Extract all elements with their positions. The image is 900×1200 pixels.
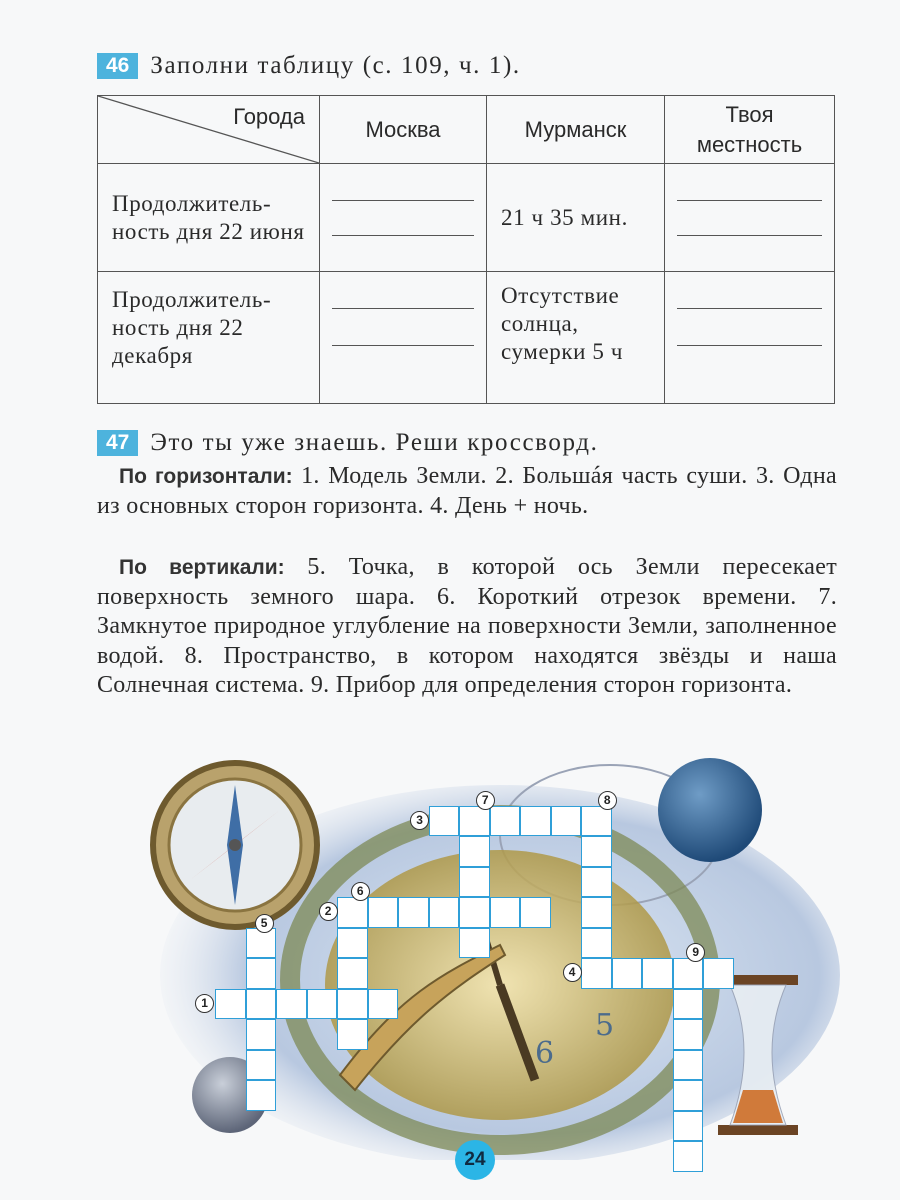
crossword-cell[interactable] xyxy=(520,897,551,928)
crossword-cell[interactable] xyxy=(581,867,612,898)
clue-number-7: 7 xyxy=(476,791,495,810)
crossword-cell[interactable] xyxy=(246,989,277,1020)
task-46-header xyxy=(97,52,521,80)
horizontal-clues-text: 1. Модель Земли. 2. Большáя часть суши. 3. Одна из основных сторон горизонта. 4. День + ночь. xyxy=(97,463,837,519)
answer-line[interactable] xyxy=(677,200,822,201)
task-number-badge: 46 xyxy=(97,53,138,79)
crossword-cell[interactable] xyxy=(581,897,612,928)
crossword-cell[interactable] xyxy=(459,867,490,898)
crossword-cell[interactable] xyxy=(459,928,490,959)
table-header-row xyxy=(98,96,835,164)
clue-number-5: 5 xyxy=(255,914,274,933)
crossword-cell[interactable] xyxy=(459,836,490,867)
crossword-cell[interactable] xyxy=(368,897,399,928)
crossword-cell[interactable] xyxy=(490,806,521,837)
local-december-cell[interactable] xyxy=(665,272,835,404)
crossword-cell[interactable] xyxy=(703,958,734,989)
local-june-cell[interactable] xyxy=(665,164,835,272)
answer-line[interactable] xyxy=(332,345,474,346)
clue-number-6: 6 xyxy=(351,882,370,901)
page-number: 24 xyxy=(455,1140,495,1180)
task-47-title: Это ты уже знаешь. Реши кроссворд. xyxy=(150,429,599,456)
clue-number-2: 2 xyxy=(319,902,338,921)
table-corner-cell xyxy=(98,96,320,164)
crossword-cell[interactable] xyxy=(276,989,307,1020)
crossword-cell[interactable] xyxy=(337,958,368,989)
crossword-cell[interactable] xyxy=(246,958,277,989)
crossword-cell[interactable] xyxy=(337,897,368,928)
vertical-clues xyxy=(97,553,837,701)
crossword-cell[interactable] xyxy=(368,989,399,1020)
column-murmansk: Мурманск xyxy=(487,96,665,164)
moscow-june-cell[interactable] xyxy=(320,164,487,272)
crossword-cell[interactable] xyxy=(673,989,704,1020)
crossword-cell[interactable] xyxy=(459,897,490,928)
crossword-cell[interactable] xyxy=(673,958,704,989)
task-number-badge: 47 xyxy=(97,430,138,456)
answer-line[interactable] xyxy=(332,235,474,236)
crossword-cell[interactable] xyxy=(673,1111,704,1142)
clock-numeral-5: 5 xyxy=(595,1008,615,1043)
answer-line[interactable] xyxy=(677,235,822,236)
crossword-cell[interactable] xyxy=(246,1080,277,1111)
clue-number-9: 9 xyxy=(686,943,705,962)
clue-number-4: 4 xyxy=(563,963,582,982)
crossword-cell[interactable] xyxy=(490,897,521,928)
clock-numeral-6: 6 xyxy=(535,1036,555,1071)
task-46-title: Заполни таблицу (с. 109, ч. 1). xyxy=(150,52,521,79)
answer-line[interactable] xyxy=(332,308,474,309)
answer-line[interactable] xyxy=(677,308,822,309)
crossword-cell[interactable] xyxy=(337,928,368,959)
vertical-clues-text: 5. Точка, в которой ось Земли пересекает поверхность земного шара. 6. Короткий отрезок времени. 7. Замкнутое природное углубление на поверхности Земли, заполненное водой. 8. Пространство, в котором находятся звёзды и наша Солнечная система. 9. Прибор для определения сторон горизонта. xyxy=(97,554,837,698)
horizontal-clues xyxy=(97,462,837,521)
clue-number-1: 1 xyxy=(195,994,214,1013)
crossword-cell[interactable] xyxy=(215,989,246,1020)
column-moscow: Москва xyxy=(320,96,487,164)
crossword-cell[interactable] xyxy=(398,897,429,928)
crossword-cell[interactable] xyxy=(337,989,368,1020)
crossword-cell[interactable] xyxy=(520,806,551,837)
clue-number-3: 3 xyxy=(410,811,429,830)
crossword-cell[interactable] xyxy=(673,1141,704,1172)
row-label-december: Продолжитель-ность дня 22 декабря xyxy=(98,272,320,404)
crossword-cell[interactable] xyxy=(673,1080,704,1111)
cities-label: Города xyxy=(233,104,305,129)
crossword-cell[interactable] xyxy=(612,958,643,989)
crossword-cell[interactable] xyxy=(429,806,460,837)
crossword-cell[interactable] xyxy=(673,1019,704,1050)
vertical-heading: По вертикали: xyxy=(119,556,285,579)
crossword-cell[interactable] xyxy=(429,897,460,928)
crossword-cell[interactable] xyxy=(307,989,338,1020)
crossword-illustration xyxy=(140,745,840,1160)
row-label-june: Продолжитель-ность дня 22 июня xyxy=(98,164,320,272)
crossword-cell[interactable] xyxy=(581,836,612,867)
crossword-cell[interactable] xyxy=(337,1019,368,1050)
clue-number-8: 8 xyxy=(598,791,617,810)
task-47-header xyxy=(97,429,598,457)
crossword-cell[interactable] xyxy=(551,806,582,837)
column-your-area: Твоя местность xyxy=(665,96,835,164)
murmansk-december-value: Отсутствие солнца, сумерки 5 ч xyxy=(487,272,665,404)
crossword-cell[interactable] xyxy=(581,806,612,837)
crossword-cell[interactable] xyxy=(581,928,612,959)
crossword-cell[interactable] xyxy=(246,1050,277,1081)
moscow-december-cell[interactable] xyxy=(320,272,487,404)
crossword-cell[interactable] xyxy=(581,958,612,989)
day-length-table xyxy=(97,95,835,404)
crossword-cell[interactable] xyxy=(246,1019,277,1050)
crossword-cell[interactable] xyxy=(459,806,490,837)
murmansk-june-value: 21 ч 35 мин. xyxy=(487,164,665,272)
crossword-cell[interactable] xyxy=(673,1050,704,1081)
crossword-cell[interactable] xyxy=(642,958,673,989)
table-row xyxy=(98,272,835,404)
answer-line[interactable] xyxy=(332,200,474,201)
answer-line[interactable] xyxy=(677,345,822,346)
horizontal-heading: По горизонтали: xyxy=(119,465,293,488)
table-row xyxy=(98,164,835,272)
